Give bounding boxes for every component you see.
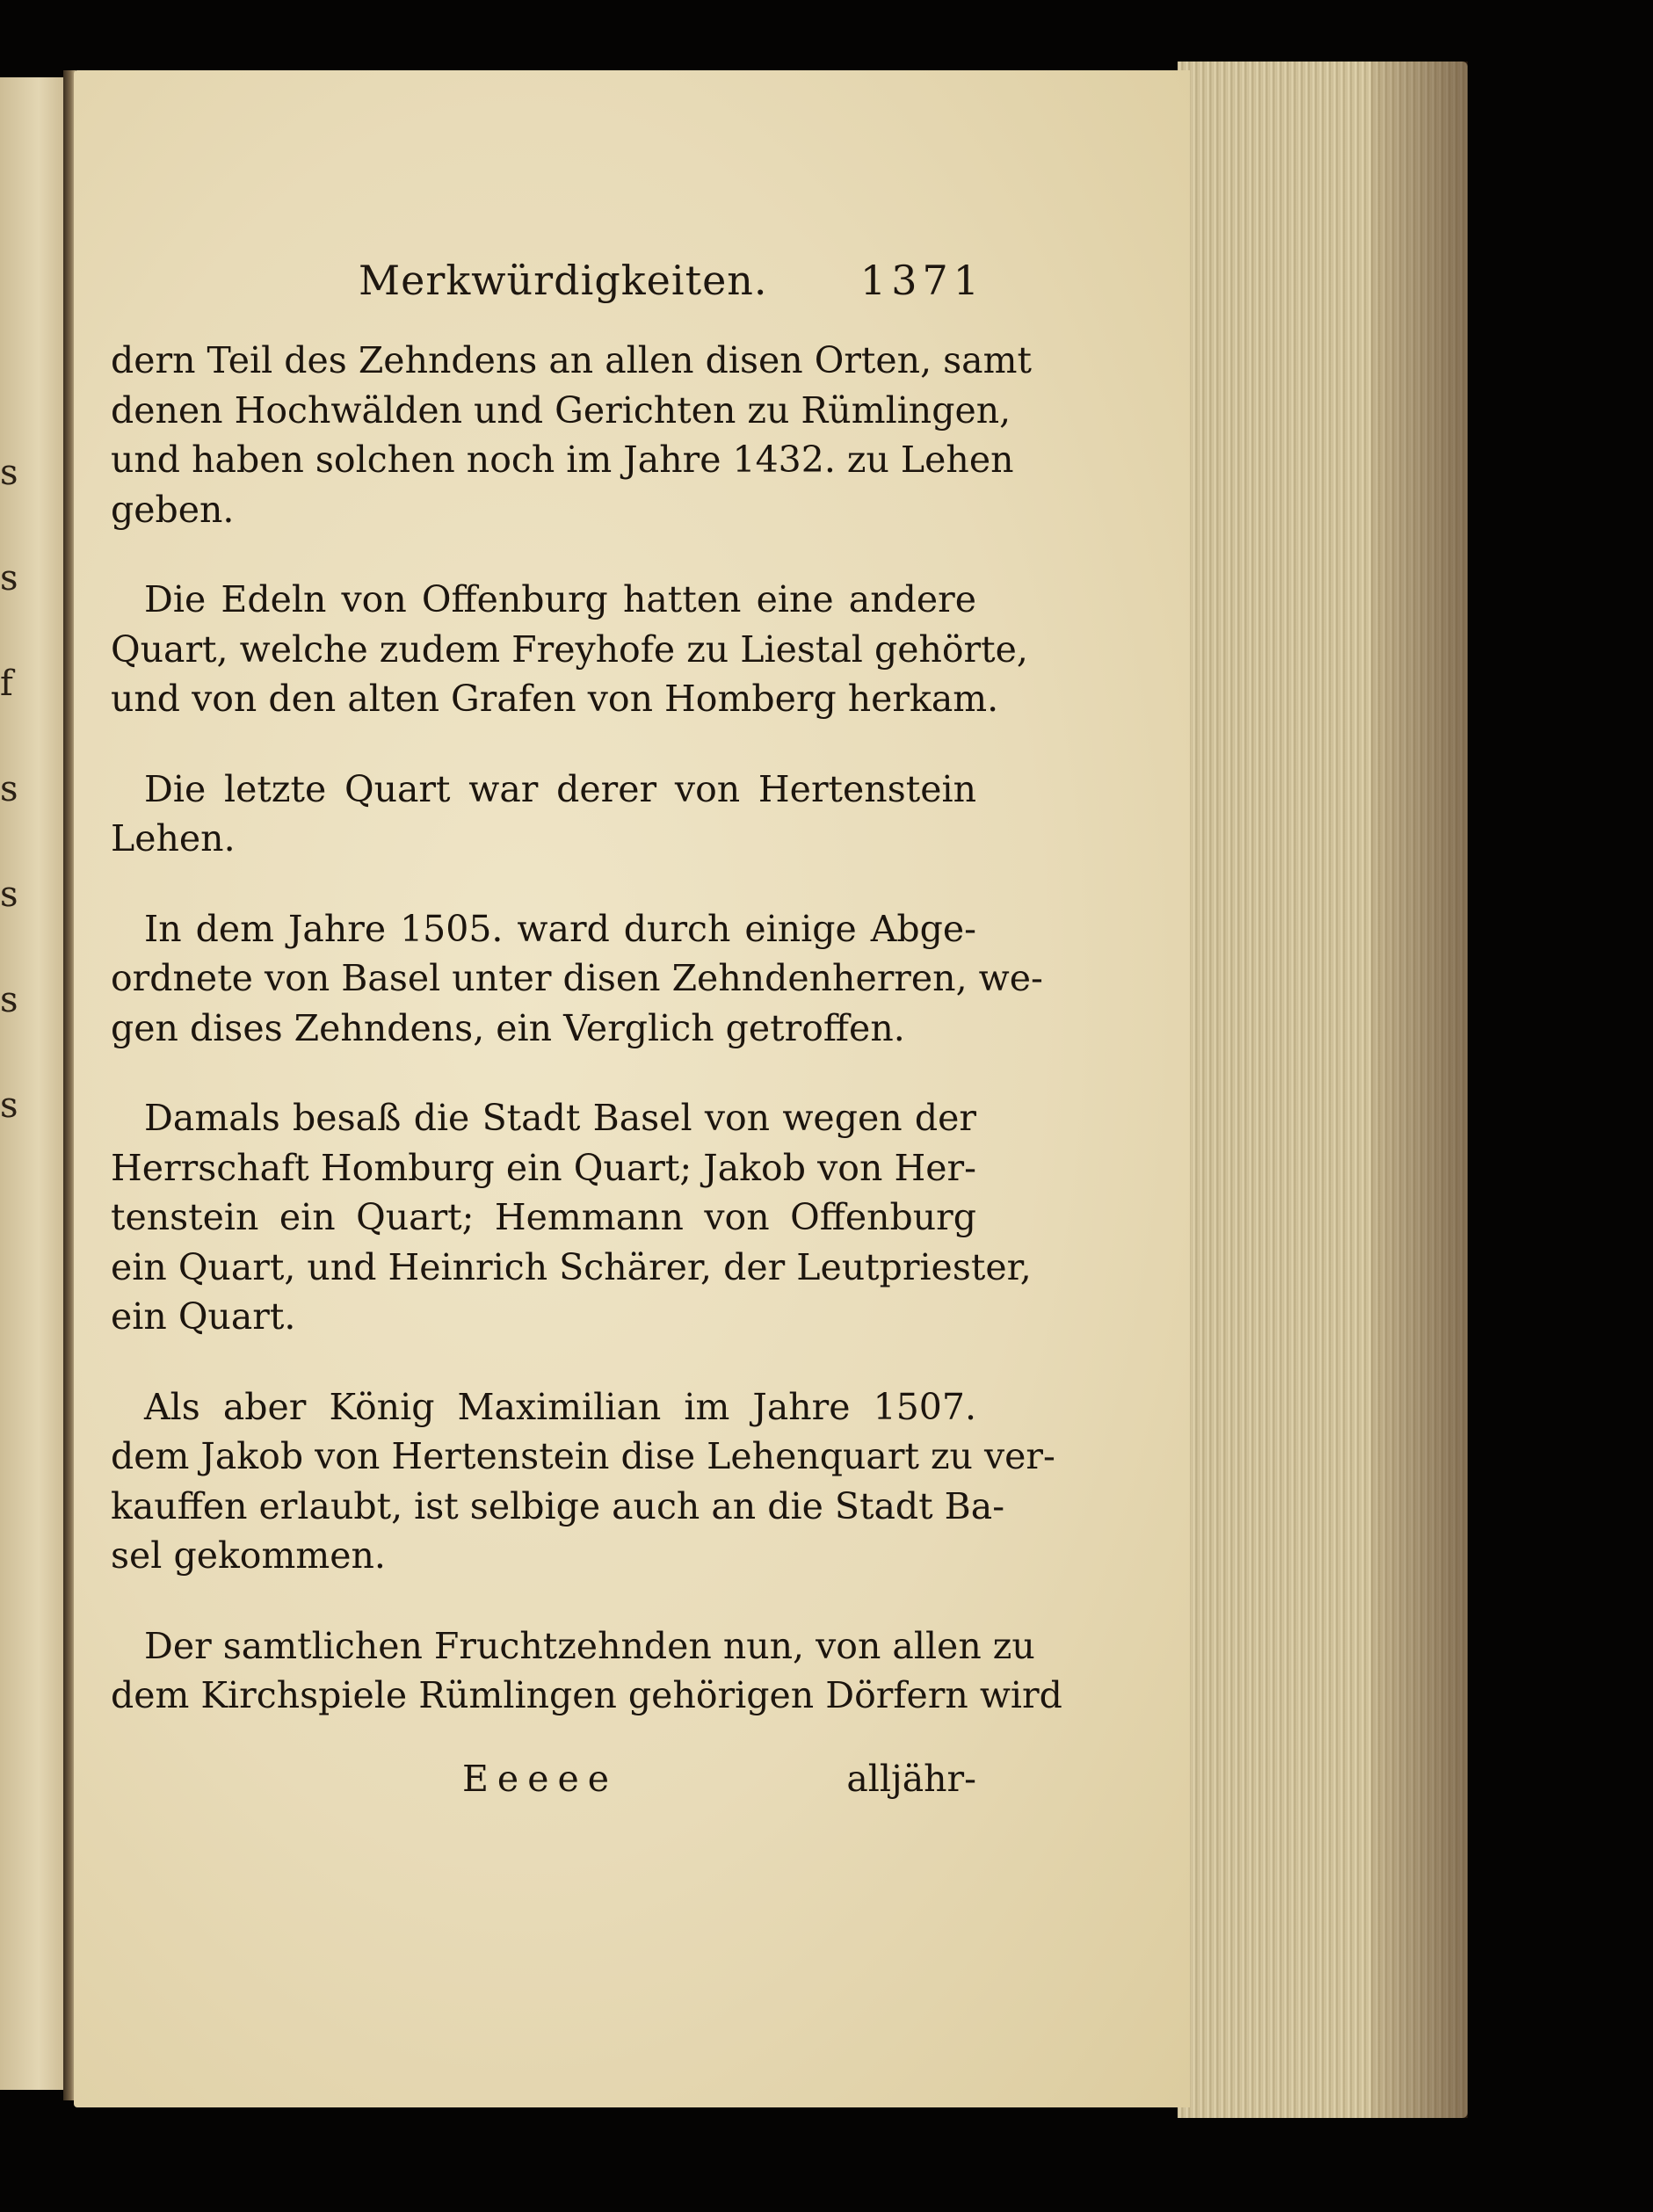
body-text [111,336,1062,1761]
text-line: und von den alten Grafen von Homberg herkam. [111,678,999,720]
text-line: kauffen erlaubt, ist selbige auch an die Stadt Ba- [111,1484,1005,1527]
text-line: ordnete von Basel unter disen Zehndenherren, we- [111,957,1043,999]
page-number: 1371 [859,257,984,304]
left-page-letter-fragments [0,420,18,1475]
paragraph [111,1621,1062,1721]
paragraph [111,575,1028,724]
text-line: ein Quart, und Heinrich Schärer, der Leutpriester, [111,1245,1032,1288]
text-line: In dem Jahre 1505. ward durch einige Abge- [144,907,976,950]
text-line: dern Teil des Zehndens an allen disen Orten, samt [111,339,1032,381]
text-line: Lehen. [111,817,236,859]
paragraph [111,1093,1032,1342]
text-line: Der samtlichen Fruchtzehnden nun, von allen zu [144,1624,1035,1667]
text-line: denen Hochwälden und Gerichten zu Rümlingen, [111,388,1011,432]
running-head: Merkwürdigkeiten. [359,257,768,304]
text-line: sel gekommen. [111,1534,386,1577]
text-line: gen dises Zehndens, ein Verglich getroffen. [111,1006,905,1049]
text-line: und haben solchen noch im Jahre 1432. zu Lehen [111,439,1014,481]
signature-mark: Eeeee [462,1758,618,1800]
left-page-fragment: s [0,769,18,809]
left-page-fragment: f [0,664,13,704]
left-page-edge [0,77,70,2090]
text-line: Herrschaft Homburg ein Quart; Jakob von Her- [111,1146,976,1189]
page-footer [111,1758,976,1810]
text-line: ein Quart. [111,1295,296,1338]
text-line: Die letzte Quart war derer von Hertenstein [144,767,976,810]
paragraph [111,904,1043,1054]
text-line: Als aber König Maximilian im Jahre 1507. [144,1385,976,1428]
left-page-fragment: s [0,453,18,493]
paragraph [111,336,1032,534]
page-header [114,257,984,309]
text-line: dem Jakob von Hertenstein dise Lehenquart zu ver- [111,1435,1055,1477]
left-page-fragment: s [0,874,18,915]
catchword: alljähr- [846,1758,976,1800]
paragraph [111,1382,1055,1581]
left-page-fragment: s [0,980,18,1020]
text-line: tenstein ein Quart; Hemmann von Offenburg [111,1196,976,1238]
text-line: geben. [111,488,235,531]
left-page-fragment: s [0,1085,18,1126]
text-line: Die Edeln von Offenburg hatten eine andere [144,578,976,620]
text-line: Quart, welche zudem Freyhofe zu Liestal gehörte, [111,627,1028,671]
left-page-fragment: s [0,558,18,598]
text-line: dem Kirchspiele Rümlingen gehörigen Dörfern wird [111,1674,1062,1716]
page-stack-edges [1178,62,1468,2118]
paragraph [111,765,976,864]
text-line: Damals besaß die Stadt Basel von wegen der [144,1097,976,1139]
